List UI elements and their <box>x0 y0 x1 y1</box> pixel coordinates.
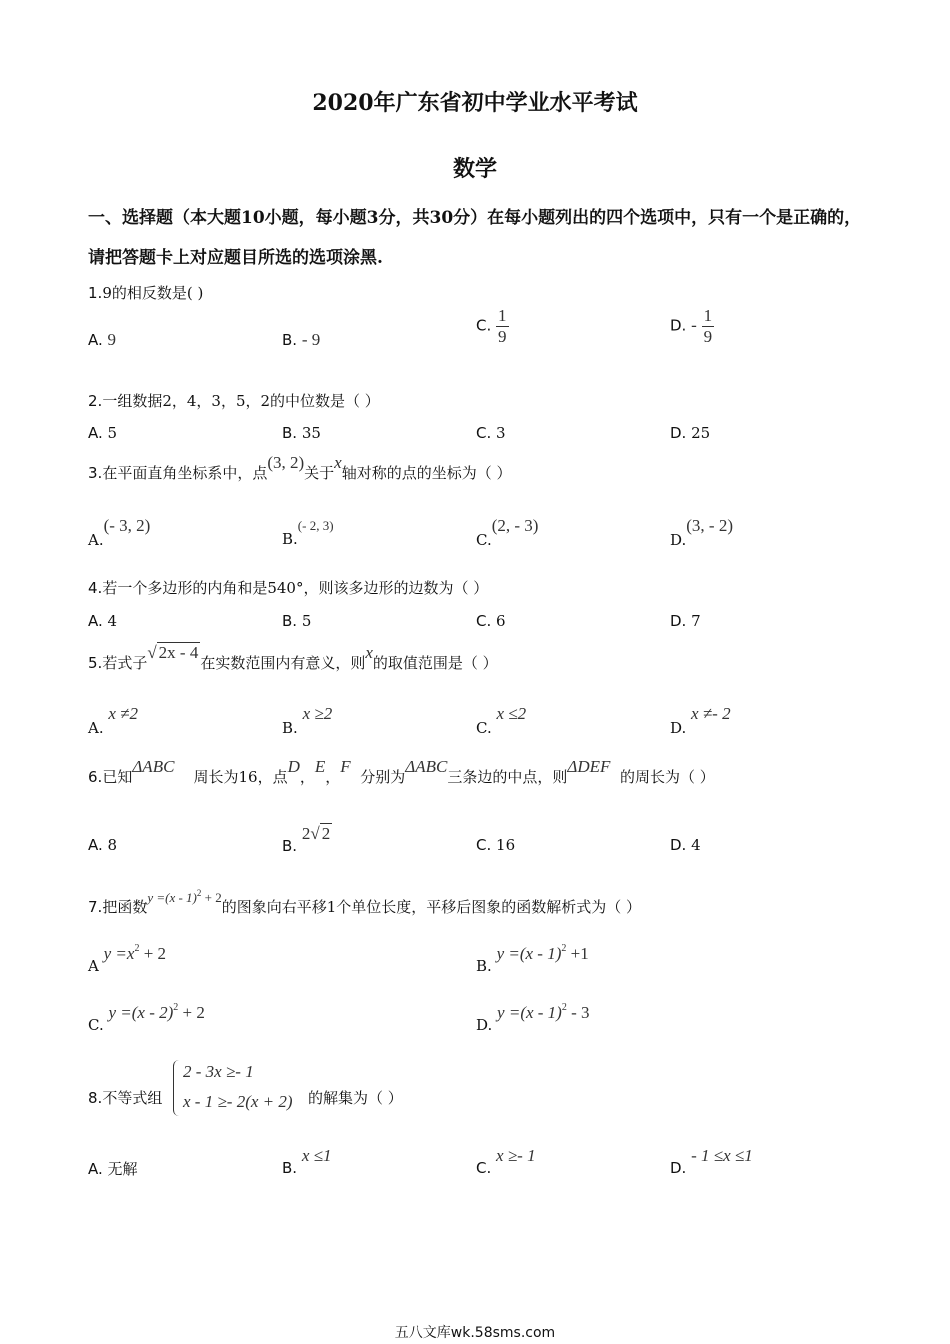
question-7 <box>88 888 642 917</box>
question-number: 6. <box>88 768 103 786</box>
fraction-denominator: 9 <box>703 327 713 346</box>
q4-option-c <box>476 612 506 630</box>
q4-option-d <box>670 612 701 630</box>
question-number: 3. <box>88 464 103 482</box>
minus-sign: - <box>691 315 697 335</box>
inequality-line-2: x - 1 ≥- 2(x + 2) <box>183 1092 293 1111</box>
question-8-tail: 的解集为（ ） <box>308 1089 403 1107</box>
question-number: 7. <box>88 898 103 916</box>
question-number: 8. <box>88 1089 103 1107</box>
q1-option-b <box>282 330 320 350</box>
coefficient: 2 <box>301 824 311 843</box>
question-text: 的取值范围是（ ） <box>372 654 498 672</box>
option-value: 4 <box>691 836 701 854</box>
q7-option-d <box>476 1002 590 1034</box>
q7-option-b <box>476 943 589 975</box>
math-point: (3, 2) <box>267 453 305 472</box>
q6-option-d <box>670 836 701 854</box>
option-label: B. <box>282 424 298 442</box>
expr-exponent: 2 <box>561 1002 567 1013</box>
option-value: (3, - 2) <box>686 516 733 535</box>
option-label: C. <box>476 836 492 854</box>
option-value: (- 2, 3) <box>297 518 334 533</box>
question-number: 2. <box>88 392 103 410</box>
q5-option-d <box>670 704 731 737</box>
fraction-numerator: 1 <box>498 306 507 325</box>
option-label: B. <box>282 719 298 737</box>
option-value: x ≥- 1 <box>496 1146 536 1165</box>
separator: ， <box>299 768 315 786</box>
option-label: B. <box>282 837 298 855</box>
inequality-line-1: 2 - 3x ≥- 1 <box>183 1062 254 1081</box>
expr-tail: + 2 <box>139 944 167 963</box>
math-variable: x <box>365 643 373 662</box>
option-label: D. <box>476 1016 493 1034</box>
q4-option-a <box>88 612 117 630</box>
square-root: √ 2x - 4 <box>147 643 199 662</box>
question-text: 若一个多边形的内角和是540°，则该多边形的边数为（ ） <box>102 579 489 597</box>
math-point-d: D <box>287 757 300 776</box>
fraction <box>702 306 715 347</box>
question-1 <box>88 282 203 303</box>
q1-option-c <box>476 306 509 347</box>
option-label: A. <box>88 1160 103 1178</box>
q8-option-c <box>476 1146 536 1177</box>
expr-main: y =(x - 2) <box>108 1003 174 1022</box>
question-text: 在平面直角坐标系中，点 <box>102 464 268 482</box>
q2-option-d <box>670 424 710 442</box>
q3-option-c <box>476 516 539 549</box>
expr-exponent: 2 <box>134 943 140 954</box>
question-text: 的图象向右平移1个单位长度，平移后图象的函数解析式为（ ） <box>221 898 642 916</box>
option-label: A. <box>88 612 103 630</box>
option-label: A. <box>88 331 103 349</box>
option-value: x ≠- 2 <box>691 704 731 723</box>
option-value: 9 <box>107 330 117 349</box>
q3-option-a <box>88 516 151 549</box>
func-exponent: 2 <box>196 888 202 898</box>
question-number: 4. <box>88 579 103 597</box>
option-label: B. <box>282 1159 298 1177</box>
question-text: 轴对称的点的坐标为（ ） <box>341 464 512 482</box>
option-label: C. <box>476 531 492 549</box>
math-point-f: F <box>340 757 351 776</box>
question-text: 把函数 <box>102 898 148 916</box>
question-text: 在实数范围内有意义，则 <box>200 654 366 672</box>
option-value: x ≠2 <box>108 704 139 723</box>
option-value: - 1 ≤x ≤1 <box>691 1146 753 1165</box>
expr-main: y =(x - 1) <box>496 944 562 963</box>
question-text: 分别为 <box>360 768 406 786</box>
option-label: B. <box>476 957 492 975</box>
question-text: 关于 <box>304 464 335 482</box>
option-label: A. <box>88 719 104 737</box>
question-5 <box>88 643 498 673</box>
question-number: 1. <box>88 284 103 302</box>
option-value: 8 <box>107 836 118 854</box>
q3-option-d <box>670 516 733 549</box>
q5-option-a <box>88 704 139 737</box>
question-8 <box>88 1087 162 1108</box>
option-value: x ≤2 <box>496 704 527 723</box>
q6-option-b <box>282 824 332 855</box>
option-label: D. <box>670 612 687 630</box>
option-label: B. <box>282 331 298 349</box>
option-label: D. <box>670 316 687 335</box>
radicand: 2x - 4 <box>158 643 199 662</box>
question-text: 三条边的中点，则 <box>447 768 568 786</box>
func-tail: + 2 <box>201 890 222 905</box>
option-label: D. <box>670 719 687 737</box>
question-3 <box>88 453 512 483</box>
question-text: 已知 <box>102 768 133 786</box>
q8-option-b <box>282 1146 332 1177</box>
option-label: D. <box>670 424 687 442</box>
option-label: D. <box>670 531 687 549</box>
option-label: C. <box>476 1159 492 1177</box>
fraction <box>496 306 509 347</box>
expr-tail: - 3 <box>566 1003 590 1022</box>
question-4 <box>88 577 488 598</box>
expr-main: y =(x - 1) <box>497 1003 562 1022</box>
math-triangle: ΔABC <box>405 757 448 776</box>
footer-watermark: 五八文库wk.58sms.com <box>394 1325 556 1341</box>
option-value: x ≥2 <box>302 704 333 723</box>
option-label: A <box>88 957 99 975</box>
expr-tail: + 2 <box>178 1003 205 1022</box>
option-value: - 9 <box>301 330 321 349</box>
option-label: C. <box>476 316 492 335</box>
option-label: B. <box>282 612 298 630</box>
option-label: C. <box>88 1016 104 1034</box>
q2-option-a <box>88 424 117 442</box>
q2-option-c <box>476 424 506 442</box>
q7-option-c <box>88 1002 205 1034</box>
option-label: A. <box>88 836 103 854</box>
func-main: y =(x - 1) <box>147 890 197 905</box>
option-label: A. <box>88 424 103 442</box>
radicand: 2 <box>321 824 331 843</box>
expr-exponent: 2 <box>173 1002 179 1013</box>
fraction-denominator: 9 <box>498 327 507 346</box>
question-text: 不等式组 <box>102 1089 163 1107</box>
q4-option-b <box>282 612 311 630</box>
q5-option-c <box>476 704 527 737</box>
q5-option-b <box>282 704 333 737</box>
function-expression <box>147 888 221 906</box>
math-variable: x <box>334 453 342 472</box>
question-text: 若式子 <box>102 654 148 672</box>
option-value: 5 <box>107 424 118 442</box>
q6-option-c <box>476 836 515 854</box>
option-label: C. <box>476 719 492 737</box>
option-value: (2, - 3) <box>491 516 539 535</box>
expr-main: y =x <box>103 944 135 963</box>
option-value: 3 <box>496 424 506 442</box>
question-text: 一组数据2，4，3，5，2的中位数是（ ） <box>102 392 380 410</box>
q8-option-a <box>88 1158 138 1179</box>
separator: ， <box>325 768 341 786</box>
option-label: C. <box>476 424 492 442</box>
math-point-e: E <box>314 757 326 776</box>
math-triangle: ΔABC <box>132 757 175 776</box>
q8-option-d <box>670 1146 753 1177</box>
option-value: 无解 <box>107 1160 138 1178</box>
question-text: 的周长为（ ） <box>619 768 715 786</box>
q2-option-b <box>282 424 321 442</box>
option-value: 7 <box>691 612 701 630</box>
question-text: 周长为16，点 <box>193 768 288 786</box>
page-title: 2020年广东省初中学业水平考试 <box>312 90 638 116</box>
question-6 <box>88 757 715 787</box>
expr-tail: +1 <box>566 944 589 963</box>
q1-option-d <box>670 306 714 347</box>
question-2 <box>88 390 380 411</box>
question-number: 5. <box>88 654 103 672</box>
option-label: D. <box>670 836 687 854</box>
square-root: √ 2 <box>310 824 331 843</box>
option-label: D. <box>670 1159 687 1177</box>
option-label: B. <box>282 530 298 548</box>
expr-exponent: 2 <box>561 943 567 954</box>
option-value: 25 <box>691 424 711 442</box>
option-value: 4 <box>107 612 118 630</box>
option-value: 16 <box>496 836 516 854</box>
section-instructions: 一、选择题（本大题10小题，每小题3分，共30分）在每小题列出的四个选项中，只有一个是正确的，请把答题卡上对应题目所选的选项涂黑. <box>88 208 862 268</box>
math-triangle: ΔDEF <box>567 757 611 776</box>
q1-option-a <box>88 330 116 350</box>
option-value: 35 <box>301 424 321 442</box>
option-value: x ≤1 <box>301 1146 332 1165</box>
option-label: C. <box>476 612 492 630</box>
q3-option-b <box>282 516 334 548</box>
fraction-numerator: 1 <box>703 306 713 325</box>
option-value: (- 3, 2) <box>103 516 151 535</box>
option-value: 6 <box>496 612 506 630</box>
question-text: 9的相反数是( ) <box>102 284 204 302</box>
option-label: A. <box>88 531 104 549</box>
q7-option-a <box>88 943 167 975</box>
q6-option-a <box>88 836 117 854</box>
subject-title: 数学 <box>452 156 497 182</box>
option-value: 5 <box>301 612 312 630</box>
